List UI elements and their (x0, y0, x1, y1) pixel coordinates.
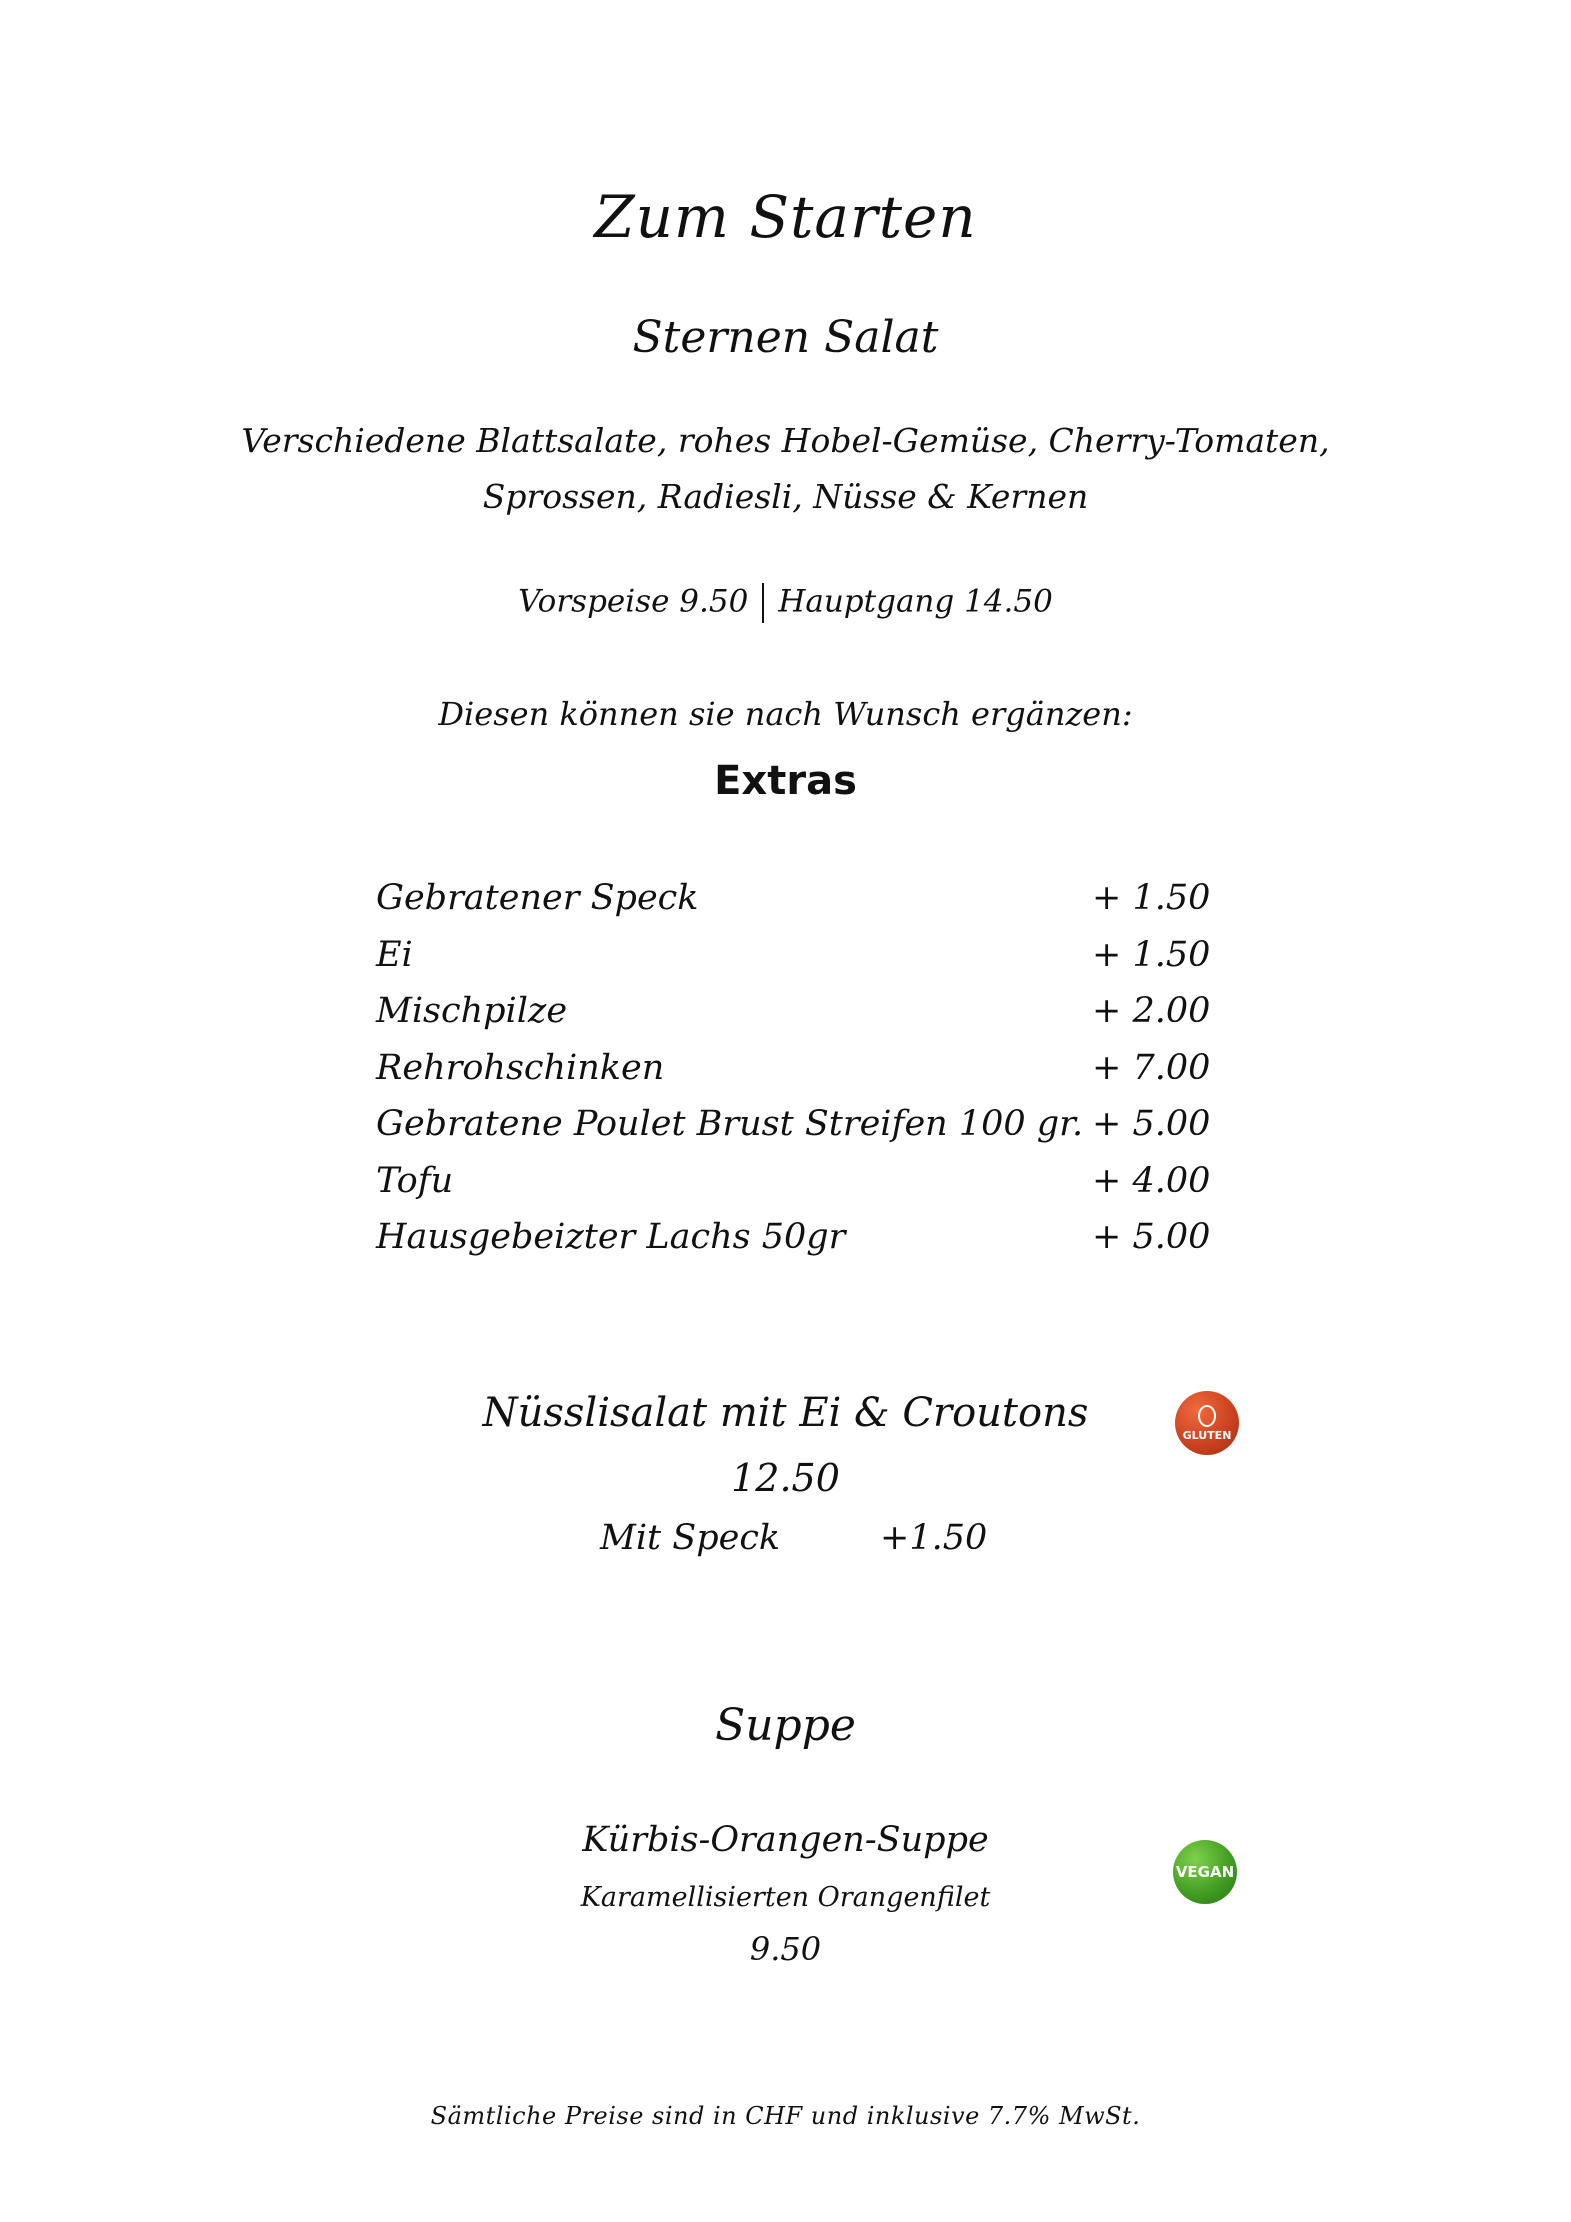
gluten-badge-label: GLUTEN (1182, 1428, 1232, 1442)
soup-name: Kürbis-Orangen-Suppe (582, 1820, 989, 1860)
extras-title: Extras (714, 758, 857, 804)
gluten-badge (1175, 1391, 1239, 1455)
extra-item (376, 991, 1216, 1048)
salad-description-line-1: Verschiedene Blattsalate, rohes Hobel-Gemüse, Cherry-Tomaten, (241, 421, 1330, 460)
extra-item-name: Mischpilze (376, 991, 568, 1031)
extra-item-price: + 1.50 (1092, 878, 1211, 918)
extra-item-name: Hausgebeizter Lachs 50gr (376, 1217, 846, 1257)
extra-item-name: Tofu (376, 1160, 454, 1201)
salad-title: Sternen Salat (632, 312, 939, 363)
nuessli-price: 12.50 (731, 1456, 840, 1500)
extra-item (376, 1048, 1216, 1105)
soup-description: Karamellisierten Orangenfilet (580, 1882, 991, 1913)
extra-item-price: + 2.00 (1092, 991, 1211, 1031)
nuessli-title: Nüsslisalat mit Ei & Croutons (482, 1390, 1089, 1436)
extra-item-name: Gebratene Poulet Brust Streifen 100 gr. (376, 1104, 1084, 1144)
salad-description-line-2: Sprossen, Radiesli, Nüsse & Kernen (482, 477, 1089, 516)
extra-item-name: Rehrohschinken (376, 1047, 665, 1088)
extra-item-price: + 1.50 (1092, 934, 1211, 975)
extra-item-price: + 7.00 (1092, 1047, 1211, 1088)
wheat-icon (1198, 1405, 1216, 1427)
nuessli-extra-price: +1.50 (880, 1518, 988, 1558)
extra-item-name: Gebratener Speck (376, 878, 699, 918)
page-title: Zum Starten (594, 183, 977, 251)
price-starter: Vorspeise 9.50 (518, 583, 749, 620)
extra-item (376, 878, 1216, 935)
nuessli-extra-label: Mit Speck (600, 1518, 781, 1558)
extra-item-price: + 5.00 (1092, 1217, 1211, 1257)
extras-hint: Diesen können sie nach Wunsch ergänzen: (438, 695, 1133, 733)
extra-item (376, 1161, 1216, 1218)
extra-item (376, 935, 1216, 992)
extra-item-name: Ei (376, 934, 413, 975)
soup-price: 9.50 (749, 1930, 822, 1968)
extra-item-price: + 4.00 (1092, 1160, 1211, 1201)
extra-item-price: + 5.00 (1092, 1104, 1211, 1144)
price-divider (762, 583, 764, 623)
extras-list (376, 878, 1216, 1274)
footer-note: Sämtliche Preise sind in CHF und inklusive 7.7% MwSt. (430, 2102, 1141, 2130)
extra-item (376, 1104, 1216, 1161)
extra-item (376, 1217, 1216, 1274)
soup-section-title: Suppe (715, 1700, 856, 1751)
salad-prices (0, 583, 1571, 623)
vegan-badge-label: VEGAN (1175, 1863, 1235, 1881)
price-main: Hauptgang 14.50 (778, 583, 1053, 620)
